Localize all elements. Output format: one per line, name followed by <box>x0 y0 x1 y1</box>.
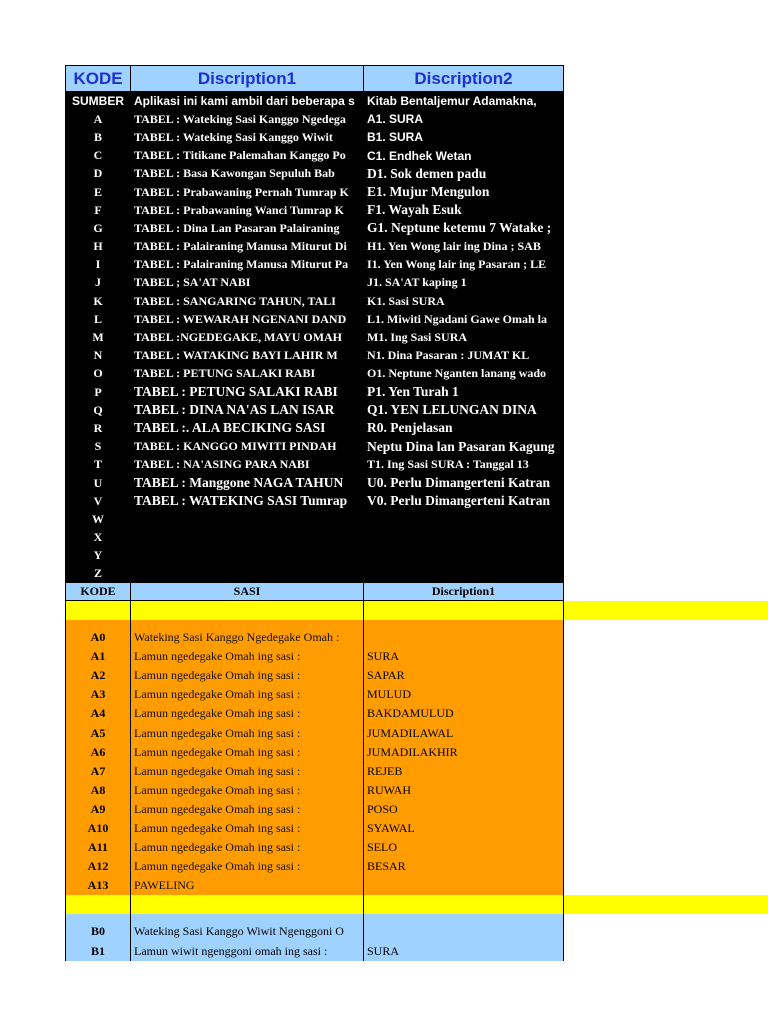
table-title-cell[interactable] <box>131 565 364 583</box>
table-row <box>65 704 564 723</box>
table-row <box>65 383 564 401</box>
empty-cell <box>364 914 564 922</box>
table-title-cell[interactable]: TABEL : Wateking Sasi Kanggo Wiwit <box>134 129 333 144</box>
code-cell[interactable]: O <box>93 366 103 381</box>
header2-row <box>65 583 564 601</box>
description-cell[interactable]: MULUD <box>364 685 564 704</box>
table-title-cell[interactable]: Lamun ngedegake Omah ing sasi : <box>131 724 364 743</box>
empty-cell <box>65 620 131 628</box>
table-title-cell[interactable]: Lamun ngedegake Omah ing sasi : <box>131 819 364 838</box>
table-row <box>65 328 564 346</box>
table-row <box>65 419 564 437</box>
description-cell[interactable]: T1. Ing Sasi SURA : Tanggal 13 <box>367 457 529 472</box>
table-row <box>65 762 564 781</box>
table-row <box>65 800 564 819</box>
code-cell[interactable]: A2 <box>65 666 131 685</box>
description-cell[interactable]: O1. Neptune Nganten lanang wado <box>367 366 547 381</box>
code-cell[interactable]: F <box>94 202 102 217</box>
code-cell[interactable]: S <box>94 439 102 454</box>
table-title-cell[interactable]: Wateking Sasi Kanggo Wiwit Ngenggoni O <box>131 922 364 941</box>
table-title-cell[interactable]: TABEL : NA'ASING PARA NABI <box>134 457 310 472</box>
table-title-cell[interactable]: Lamun ngedegake Omah ing sasi : <box>131 762 364 781</box>
description-cell[interactable] <box>364 628 564 647</box>
code-cell[interactable]: Q <box>93 402 103 417</box>
table-title-cell[interactable]: Lamun ngedegake Omah ing sasi : <box>131 743 364 762</box>
table-row <box>65 565 564 583</box>
description-cell[interactable] <box>364 510 564 528</box>
table-title-cell[interactable]: TABEL : WEWARAH NGENANI DAND <box>134 311 347 326</box>
table-row <box>65 347 564 365</box>
table-title-cell[interactable]: TABEL : Prabawaning Wanci Tumrap K <box>134 202 344 217</box>
table-row <box>65 547 564 565</box>
empty-cell[interactable] <box>131 895 364 914</box>
table-row <box>65 256 564 274</box>
table-title-cell[interactable]: TABEL : WATEKING SASI Tumrap <box>134 493 348 509</box>
table-row <box>65 666 564 685</box>
empty-cell[interactable] <box>364 895 564 914</box>
table-title-cell[interactable] <box>131 510 364 528</box>
table-title-cell[interactable]: Lamun ngedegake Omah ing sasi : <box>131 857 364 876</box>
table-row <box>65 492 564 510</box>
code-cell[interactable]: I <box>95 257 101 272</box>
description-cell[interactable]: SELO <box>364 838 564 857</box>
code-cell[interactable]: B <box>93 129 102 144</box>
header2-description1[interactable]: Discription1 <box>364 583 564 601</box>
header-description2[interactable]: Discription2 <box>364 65 564 92</box>
table-row <box>65 292 564 310</box>
table-row <box>65 238 564 256</box>
description-cell[interactable]: SURA <box>364 647 564 666</box>
code-cell[interactable]: J <box>95 275 101 290</box>
code-cell[interactable]: X <box>93 530 103 545</box>
table-row <box>65 781 564 800</box>
table-title-cell[interactable] <box>131 529 364 547</box>
table-title-cell[interactable]: TABEL : Palairaning Manusa Miturut Pa <box>134 257 349 272</box>
empty-cell <box>364 620 564 628</box>
table-title-cell[interactable]: TABEL : Basa Kawongan Sepuluh Bab <box>134 166 335 181</box>
table-row <box>65 922 564 941</box>
table-row <box>65 647 564 666</box>
code-cell[interactable]: V <box>93 493 103 508</box>
table-title-cell[interactable]: TABEL ; SA'AT NABI <box>134 275 251 290</box>
code-cell[interactable]: Z <box>93 566 102 581</box>
code-cell[interactable]: A6 <box>65 743 131 762</box>
description-cell[interactable]: BAKDAMULUD <box>364 704 564 723</box>
table-title-cell[interactable]: TABEL : Palairaning Manusa Miturut Di <box>134 239 347 254</box>
table-title-cell[interactable]: Lamun ngedegake Omah ing sasi : <box>131 685 364 704</box>
code-cell[interactable]: N <box>93 348 103 363</box>
description-cell[interactable]: POSO <box>364 800 564 819</box>
table-row <box>65 941 564 960</box>
description-cell[interactable]: I1. Yen Wong lair ing Pasaran ; LE <box>367 257 547 272</box>
table-row <box>65 438 564 456</box>
description-cell[interactable]: N1. Dina Pasaran : JUMAT KL <box>367 348 530 363</box>
description-cell[interactable]: M1. Ing Sasi SURA <box>367 330 468 345</box>
empty-cell[interactable] <box>364 601 564 620</box>
header-description1[interactable]: Discription1 <box>131 65 364 92</box>
table-row <box>65 165 564 183</box>
description-cell[interactable]: Q1. YEN LELUNGAN DINA <box>367 402 537 418</box>
code-cell[interactable]: A0 <box>65 628 131 647</box>
description-cell[interactable] <box>364 565 564 583</box>
description-cell[interactable]: JUMADILAWAL <box>364 724 564 743</box>
table-title-cell[interactable]: Lamun wiwit ngenggoni omah ing sasi : <box>131 941 364 960</box>
table-title-cell[interactable]: TABEL : SANGARING TAHUN, TALI <box>134 293 336 308</box>
code-cell[interactable]: H <box>93 239 103 254</box>
description-cell[interactable]: G1. Neptune ketemu 7 Watake ; <box>367 220 552 236</box>
table-row <box>65 401 564 419</box>
table-title-cell[interactable]: Lamun ngedegake Omah ing sasi : <box>131 704 364 723</box>
table-row <box>65 857 564 876</box>
code-cell[interactable]: B0 <box>65 922 131 941</box>
code-cell[interactable]: L <box>93 311 102 326</box>
table-title-cell[interactable]: TABEL : Prabawaning Pernah Tumrap K <box>134 184 349 199</box>
code-cell[interactable]: Y <box>93 548 103 563</box>
code-cell[interactable]: A9 <box>65 800 131 819</box>
table-title-cell[interactable]: TABEL : PETUNG SALAKI RABI <box>134 366 316 381</box>
code-cell[interactable]: M <box>92 330 104 345</box>
table-a <box>65 628 564 895</box>
table-row <box>65 685 564 704</box>
table-row <box>65 201 564 219</box>
description-cell[interactable]: P1. Yen Turah 1 <box>367 384 459 400</box>
code-cell[interactable]: SUMBER <box>71 94 124 109</box>
table-title-cell[interactable]: Aplikasi ini kami ambil dari beberapa s <box>134 94 355 109</box>
empty-cell[interactable] <box>65 895 131 914</box>
table-row <box>65 724 564 743</box>
code-cell[interactable]: A4 <box>65 704 131 723</box>
table-title-cell[interactable]: Wateking Sasi Kanggo Ngedegake Omah : <box>131 628 364 647</box>
description-cell[interactable] <box>364 529 564 547</box>
code-cell[interactable]: K <box>93 293 103 308</box>
table-row <box>65 628 564 647</box>
header-row <box>65 65 564 92</box>
table-row <box>65 474 564 492</box>
code-cell[interactable]: R <box>93 420 103 435</box>
table-row <box>65 183 564 201</box>
table-title-cell[interactable]: TABEL :. ALA BECIKING SASI <box>134 420 326 436</box>
code-cell[interactable]: D <box>93 166 103 181</box>
description-cell[interactable]: SAPAR <box>364 666 564 685</box>
description-cell[interactable]: K1. Sasi SURA <box>367 293 445 308</box>
table-row <box>65 147 564 165</box>
description-cell[interactable]: A1. SURA <box>367 112 424 127</box>
description-cell[interactable]: U0. Perlu Dimangerteni Katran <box>367 475 550 491</box>
description-cell[interactable]: D1. Sok demen padu <box>367 165 487 181</box>
code-cell[interactable]: W <box>92 511 104 526</box>
code-cell[interactable]: G <box>93 220 103 235</box>
code-cell[interactable]: A3 <box>65 685 131 704</box>
description-cell[interactable]: F1. Wayah Esuk <box>367 202 462 218</box>
description-cell[interactable]: REJEB <box>364 762 564 781</box>
code-cell[interactable]: T <box>93 457 102 472</box>
table-row <box>65 219 564 237</box>
table-title-cell[interactable]: Lamun ngedegake Omah ing sasi : <box>131 666 364 685</box>
code-cell[interactable]: A <box>93 111 103 126</box>
table-row <box>65 876 564 895</box>
code-cell[interactable]: A5 <box>65 724 131 743</box>
description-cell[interactable] <box>364 876 564 895</box>
table-title-cell[interactable]: TABEL : Dina Lan Pasaran Palairaning <box>134 220 340 235</box>
orange-gap-row <box>65 620 564 628</box>
table-title-cell[interactable]: Lamun ngedegake Omah ing sasi : <box>131 647 364 666</box>
code-cell[interactable]: A11 <box>65 838 131 857</box>
description-cell[interactable]: V0. Perlu Dimangerteni Katran <box>367 493 550 509</box>
empty-cell[interactable] <box>65 601 131 620</box>
description-cell[interactable] <box>364 547 564 565</box>
header2-sasi[interactable]: SASI <box>131 583 364 601</box>
code-cell[interactable]: A12 <box>65 857 131 876</box>
empty-cell <box>131 914 364 922</box>
table-title-cell[interactable]: Lamun ngedegake Omah ing sasi : <box>131 800 364 819</box>
table-row <box>65 128 564 146</box>
description-cell[interactable]: J1. SA'AT kaping 1 <box>367 275 467 290</box>
code-cell[interactable]: A7 <box>65 762 131 781</box>
description-cell[interactable]: SURA <box>364 941 564 960</box>
code-cell[interactable]: A1 <box>65 647 131 666</box>
table-title-cell[interactable] <box>131 547 364 565</box>
table-row <box>65 110 564 128</box>
code-cell[interactable]: A8 <box>65 781 131 800</box>
table-title-cell[interactable]: TABEL : WATAKING BAYI LAHIR M <box>134 348 338 363</box>
description-cell[interactable]: JUMADILAKHIR <box>364 743 564 762</box>
table-row <box>65 310 564 328</box>
code-cell[interactable]: E <box>93 184 102 199</box>
table-row <box>65 529 564 547</box>
table-row <box>65 743 564 762</box>
table-title-cell[interactable]: TABEL : DINA NA'AS LAN ISAR <box>134 402 335 418</box>
description-cell[interactable]: B1. SURA <box>367 130 424 145</box>
table-title-cell[interactable]: TABEL : Titikane Palemahan Kanggo Po <box>134 148 346 163</box>
description-cell[interactable]: L1. Miwiti Ngadani Gawe Omah la <box>367 311 548 326</box>
table-row <box>65 456 564 474</box>
table-b <box>65 922 564 960</box>
table-title-cell[interactable]: TABEL : Manggone NAGA TAHUN <box>134 475 344 491</box>
yellow-separator-row-2 <box>65 895 564 914</box>
table-row <box>65 365 564 383</box>
yellow-separator-row <box>65 601 564 620</box>
table-title-cell[interactable]: TABEL : Wateking Sasi Kanggo Ngedega <box>134 111 346 126</box>
empty-cell <box>65 914 131 922</box>
description-cell[interactable]: H1. Yen Wong lair ing Dina ; SAB <box>367 239 541 254</box>
header-kode[interactable]: KODE <box>65 65 131 92</box>
description-cell[interactable]: Neptu Dina lan Pasaran Kagung <box>367 438 555 454</box>
table-title-cell[interactable]: PAWELING <box>131 876 364 895</box>
empty-cell <box>131 620 364 628</box>
blue-gap-row <box>65 914 564 922</box>
empty-cell[interactable] <box>131 601 364 620</box>
table-row <box>65 838 564 857</box>
code-cell[interactable]: B1 <box>65 941 131 960</box>
description-cell[interactable]: R0. Penjelasan <box>367 420 453 436</box>
table-title-cell[interactable]: TABEL :NGEDEGAKE, MAYU OMAH <box>134 330 343 345</box>
code-cell[interactable]: A13 <box>65 876 131 895</box>
spreadsheet <box>65 65 564 961</box>
code-cell[interactable]: C <box>93 148 103 163</box>
description-cell[interactable]: Kitab Bentaljemur Adamakna, <box>367 94 537 109</box>
table-row <box>65 92 564 110</box>
table-title-cell[interactable]: Lamun ngedegake Omah ing sasi : <box>131 781 364 800</box>
table-row <box>65 274 564 292</box>
code-cell[interactable]: A10 <box>65 819 131 838</box>
description-cell[interactable]: C1. Endhek Wetan <box>367 148 472 163</box>
header2-kode[interactable]: KODE <box>65 583 131 601</box>
description-cell[interactable]: SYAWAL <box>364 819 564 838</box>
description-cell[interactable] <box>364 922 564 941</box>
description-cell[interactable]: E1. Mujur Mengulon <box>367 184 490 200</box>
description-cell[interactable]: BESAR <box>364 857 564 876</box>
table-row <box>65 510 564 528</box>
table-title-cell[interactable]: Lamun ngedegake Omah ing sasi : <box>131 838 364 857</box>
table-title-cell[interactable]: TABEL : PETUNG SALAKI RABI <box>134 384 338 400</box>
table-title-cell[interactable]: TABEL : KANGGO MIWITI PINDAH <box>134 439 337 454</box>
description-cell[interactable]: RUWAH <box>364 781 564 800</box>
code-cell[interactable]: U <box>93 475 103 490</box>
index-table <box>65 92 564 583</box>
table-row <box>65 819 564 838</box>
code-cell[interactable]: P <box>94 384 102 399</box>
